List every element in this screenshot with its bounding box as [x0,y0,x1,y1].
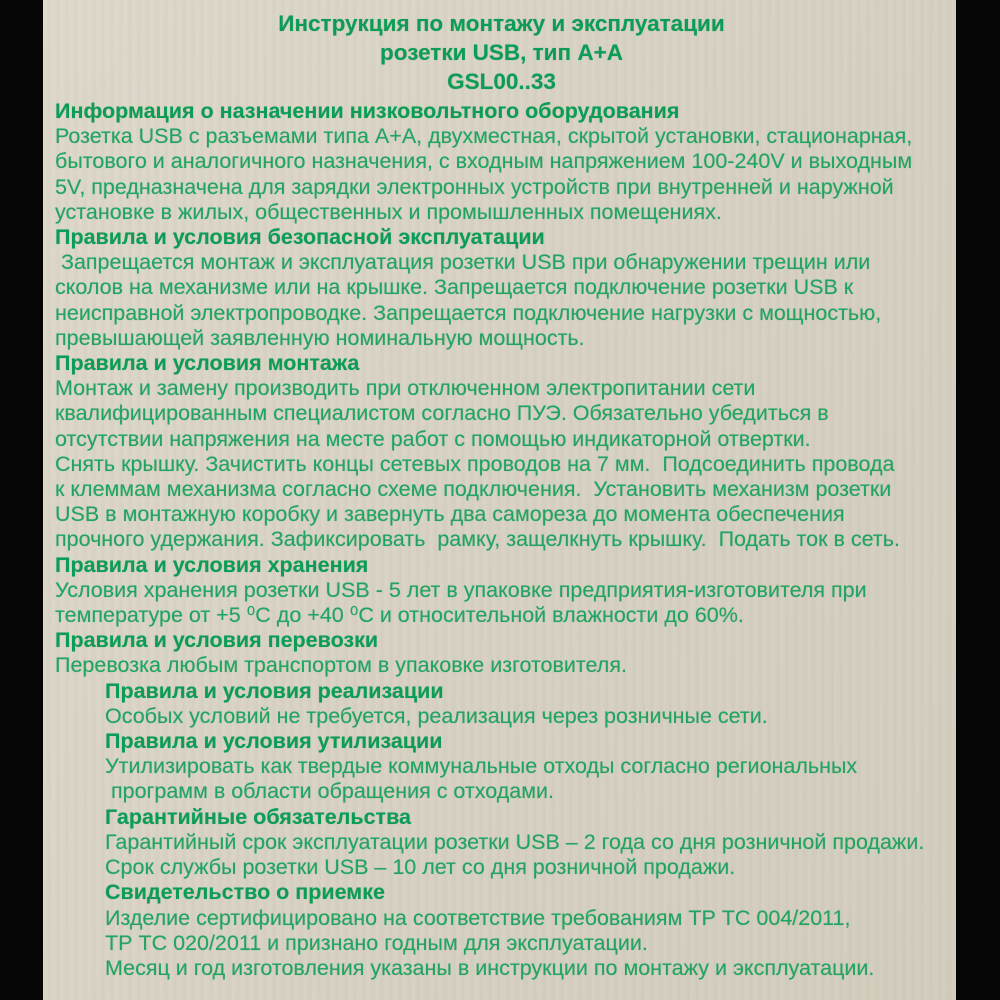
section [55,880,948,981]
text-line: температуре от +5 ⁰С до +40 ⁰С и относительной влажности до 60%. [55,603,744,628]
section-heading: Правила и условия хранения [55,552,369,577]
text-line: 5V, предназначена для зарядки электронных устройств при внутренней и наружной [55,174,894,199]
title-line-1: Инструкция по монтажу и эксплуатации [278,11,725,36]
text-line: отсутствии напряжения на месте работ с помощью индикаторной отвертки. [55,426,811,451]
section [55,225,948,351]
section-heading: Свидетельство о приемке [105,880,385,905]
title-line-2: розетки USB, тип А+А [380,40,623,65]
instruction-sheet [43,0,956,1000]
section-heading: Правила и условия утилизации [105,729,443,754]
text-line: Особых условий не требуется, реализация через розничные сети. [105,703,768,728]
text-line: Гарантийный срок эксплуатации розетки USB – 2 года со дня розничной продажи. [105,829,925,854]
section-heading: Правила и условия монтажа [55,351,360,376]
text-line: превышающей заявленную номинальную мощность. [55,325,585,350]
section-heading: Информация о назначении низковольтного оборудования [55,99,680,123]
text-line: Запрещается монтаж и эксплуатация розетки USB при обнаружении трещин или [55,250,871,275]
document-sections [55,99,948,981]
section [55,553,948,629]
text-line: неисправной электропроводке. Запрещается подключение нагрузки с мощностью, [55,300,882,325]
document-title [55,6,948,96]
text-line: Условия хранения розетки USB - 5 лет в упаковке предприятия-изготовителя при [55,577,867,602]
text-line: ТР ТС 020/2011 и признано годным для эксплуатации. [105,930,648,955]
text-line: квалифицированным специалистом согласно ПУЭ. Обязательно убедиться в [55,401,829,426]
text-line: Перевозка любым транспортом в упаковке изготовителя. [55,653,627,678]
text-line: прочного удержания. Зафиксировать рамку, защелкнуть крышку. Подать ток в сеть. [55,527,900,552]
text-line: установке в жилых, общественных и промышленных помещениях. [55,199,722,224]
section-heading: Правила и условия реализации [105,678,444,703]
text-line: Монтаж и замену производить при отключенном электропитании сети [55,376,756,401]
section [55,805,948,881]
section [55,729,948,805]
section [55,628,948,678]
text-line: программ в области обращения с отходами. [105,779,555,804]
section [55,679,948,729]
text-line: Срок службы розетки USB – 10 лет со дня розничной продажи. [105,855,736,880]
text-line: бытового и аналогичного назначения, с входным напряжением 100-240V и выходным [55,149,913,174]
text-line: сколов на механизме или на крышке. Запрещается подключение розетки USB к [55,275,854,300]
text-line: USB в монтажную коробку и завернуть два самореза до момента обеспечения [55,502,845,527]
text-line: к клеммам механизма согласно схеме подключения. Установить механизм розетки [55,477,892,502]
title-line-3: GSL00..33 [447,69,556,94]
text-line: Снять крышку. Зачистить концы сетевых проводов на 7 мм. Подсоединить провода [55,451,895,476]
section [55,99,948,225]
text-line: Месяц и год изготовления указаны в инструкции по монтажу и эксплуатации. [105,955,875,980]
section-heading: Правила и условия перевозки [55,628,379,653]
text-line: Утилизировать как твердые коммунальные отходы согласно региональных [105,754,858,779]
section-heading: Гарантийные обязательства [105,804,411,829]
text-line: Изделие сертифицировано на соответствие требованиям ТР ТС 004/2011, [105,905,851,930]
section-heading: Правила и условия безопасной эксплуатации [55,225,545,250]
section [55,351,948,553]
text-line: Розетка USB с разъемами типа А+А, двухместная, скрытой установки, стационарная, [55,124,913,149]
